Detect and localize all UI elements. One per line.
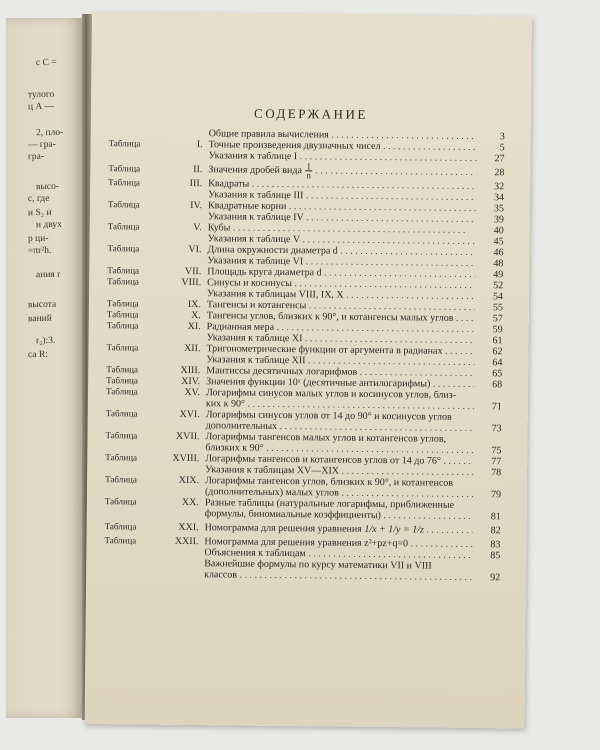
table-label — [105, 485, 165, 486]
page-number: 40 — [493, 225, 504, 237]
table-label: Таблица — [105, 474, 137, 485]
table-number: XVIII. — [172, 452, 200, 465]
table-label — [106, 397, 166, 398]
left-page-fragment: са R: — [27, 349, 48, 361]
entry-title-text: Указания к таблице III — [208, 189, 304, 202]
table-number: VI. — [188, 244, 202, 256]
entry-title-text: Тригонометрические функции от аргумента в радианах — [206, 343, 443, 357]
page-number: 57 — [492, 313, 503, 325]
page-number: 54 — [492, 291, 504, 303]
table-label: Таблица — [107, 265, 140, 276]
left-page-fragment: ваний — [27, 313, 52, 325]
table-number: XVII. — [175, 430, 200, 443]
fraction-numerator: 1 — [306, 161, 312, 172]
page-title: СОДЕРЖАНИЕ — [253, 105, 368, 122]
fraction — [305, 162, 312, 179]
page-number: 52 — [493, 280, 504, 292]
entry-title-text: Логарифмы тангенсов малых углов и котангенсов углов, — [205, 431, 447, 445]
entry-title-text: близких к 90° — [205, 442, 264, 454]
table-label — [104, 546, 164, 547]
left-page-fragment: 2, пло- — [35, 127, 64, 139]
page-number: 79 — [490, 489, 502, 501]
table-label — [104, 557, 164, 558]
table-label: Таблица — [104, 535, 137, 546]
table-number: XX. — [181, 496, 199, 509]
table-label: Таблица — [106, 375, 138, 386]
left-page-fragment: высо- — [35, 181, 60, 193]
table-label: Таблица — [104, 521, 137, 532]
page-number: 68 — [492, 379, 503, 391]
table-label — [109, 127, 169, 128]
table-number: XVI. — [179, 408, 200, 421]
table-label — [105, 463, 165, 464]
entry-title-text: Длина окружности диаметра d — [207, 244, 338, 257]
page-number: 34 — [494, 192, 505, 204]
table-label: Таблица — [107, 276, 139, 287]
entry-title-text: Радианная мера — [206, 321, 275, 333]
table-label — [109, 149, 169, 150]
table-label: Таблица — [108, 163, 141, 174]
entry-title-text: Указания к таблице I — [208, 150, 298, 163]
table-of-contents — [86, 127, 521, 583]
entry-title-text: Синусы и косинусы — [207, 277, 293, 290]
entry-title-text: Логарифмы тангенсов углов, близких к 90°, и котангенсов — [205, 475, 454, 489]
table-label: Таблица — [106, 364, 139, 375]
page-number: 49 — [493, 269, 504, 281]
left-page-fragment: н двух — [35, 219, 63, 231]
book-page — [85, 12, 532, 729]
table-label — [107, 287, 167, 288]
entry-title-text: Разные таблицы (натуральные логарифмы, приближенные — [204, 497, 455, 511]
table-number: XIII. — [180, 364, 201, 377]
entry-title-text: Указания к таблице XII — [206, 354, 306, 367]
table-label: Таблица — [106, 298, 139, 309]
table-number: XXI. — [178, 521, 199, 534]
table-label — [107, 254, 167, 255]
left-page-fragment: — гра- — [27, 139, 56, 151]
table-label: Таблица — [106, 309, 139, 320]
entry-title-text: Мантиссы десятичных логарифмов — [206, 365, 358, 378]
table-label — [104, 568, 164, 569]
page-number: 3 — [499, 131, 505, 143]
page-number: 65 — [492, 368, 503, 380]
table-number: I. — [196, 139, 203, 151]
table-number: XV. — [184, 386, 201, 399]
fraction-denominator: n — [306, 170, 311, 181]
table-label — [108, 210, 168, 211]
table-label — [106, 353, 166, 354]
page-number: 83 — [490, 539, 501, 551]
table-number: IX. — [187, 299, 201, 311]
table-label: Таблица — [106, 320, 139, 331]
table-label: Таблица — [107, 221, 140, 232]
page-number: 71 — [491, 401, 502, 413]
left-page-fragment: высота — [27, 299, 57, 311]
entry-title-text: Кубы — [207, 222, 231, 234]
table-label: Таблица — [104, 496, 137, 507]
left-page-fragment: ания r — [35, 269, 61, 281]
left-page-fragment: тулого — [27, 89, 55, 101]
table-label: Таблица — [105, 386, 138, 397]
entry-title-text: дополнительных — [205, 420, 278, 432]
table-number: IV. — [190, 200, 203, 212]
entry-title-text: Указания к таблицам XV—XIX — [205, 464, 340, 477]
entry-title-text: классов — [204, 569, 238, 581]
entry-title-text: Тангенсы углов, близких к 90°, и котангенсы малых углов — [206, 310, 454, 324]
left-page-fragment: р ци- — [27, 233, 49, 245]
table-label: Таблица — [105, 430, 138, 441]
page-number: 45 — [493, 236, 504, 248]
entry-title-text: Указания к таблицам VIII, IX, X — [206, 288, 344, 301]
left-page-fragment: гра- — [27, 151, 45, 163]
entry-title-text: Важнейшие формулы по курсу математики VII и VIII — [204, 558, 432, 572]
table-number: XII. — [184, 342, 201, 355]
entry-title-text: ких к 90° — [205, 398, 246, 410]
entry-title-text: формулы, биномиальные коэффициенты) — [204, 508, 381, 522]
table-label — [108, 232, 168, 233]
table-number: XIV. — [181, 375, 201, 388]
table-label: Таблица — [106, 342, 139, 353]
page-number: 73 — [491, 423, 502, 435]
table-label — [106, 441, 166, 442]
left-page-fragment: =πr²h. — [27, 245, 52, 257]
entry-title-text: Квадратные корни — [207, 200, 287, 213]
entry-title-text: Значения дробей вида — [208, 164, 303, 177]
entry-title-text: Указания к таблице XI — [206, 332, 303, 345]
entry-title-text: Квадраты — [208, 178, 250, 190]
table-label: Таблица — [107, 243, 140, 254]
page-number: 85 — [490, 550, 501, 562]
entry-title — [204, 569, 472, 583]
page-number: 78 — [491, 467, 502, 479]
entry-title-text: Тангенсы и котангенсы — [206, 299, 307, 312]
table-number: II. — [193, 164, 203, 176]
left-page-edge — [6, 18, 84, 718]
equation: 1/x + 1/y = 1/z — [361, 523, 425, 536]
entry-title-text: Значения функции 10ˣ (десятичные антилогарифмы) — [206, 376, 431, 390]
entry-title-text: Общие правила вычисления — [208, 128, 329, 141]
left-page-fragment: с, где — [27, 193, 50, 205]
table-label — [106, 419, 166, 420]
table-number: X. — [191, 310, 201, 322]
page-number: 75 — [491, 445, 502, 457]
table-label: Таблица — [108, 177, 141, 188]
page-number: 28 — [494, 167, 505, 179]
table-number: V. — [193, 222, 202, 234]
page-number: 5 — [499, 142, 505, 154]
page-number: 46 — [493, 247, 504, 259]
table-label — [108, 188, 168, 189]
table-label: Таблица — [105, 408, 138, 419]
table-label — [105, 507, 165, 508]
entry-title-text: Точные произведения двузначных чисел — [208, 139, 381, 153]
page-number: 35 — [493, 203, 505, 215]
entry-title-text: Указания к таблице VI — [207, 255, 304, 268]
entry-title-text: Указания к таблице IV — [207, 211, 304, 224]
page-number: 62 — [492, 346, 503, 358]
left-page-fragment: и S₂ и — [27, 207, 52, 219]
table-number: XXII. — [174, 535, 199, 548]
left-page-fragment: ц А — — [27, 101, 55, 113]
table-number: III. — [189, 178, 203, 190]
page-number: 39 — [493, 214, 504, 226]
page-number: 64 — [492, 357, 503, 369]
entry-title-text: (дополнительных) малых углов — [204, 486, 339, 499]
page-number: 27 — [494, 153, 505, 165]
left-page-fragment: r₂):3. — [35, 335, 56, 347]
left-page-fragment: с С = — [35, 57, 57, 69]
entry-title-text: Площадь круга диаметра d — [207, 266, 322, 279]
table-label — [107, 331, 167, 332]
page-number: 77 — [491, 456, 502, 468]
table-label: Таблица — [108, 138, 141, 149]
page-number: 82 — [490, 525, 501, 537]
entry-title-text: Логарифмы тангенсов и котангенсов углов от 14 до 76° — [205, 453, 441, 467]
entry-title-text: Указания к таблице V — [207, 233, 301, 246]
page-number: 55 — [492, 302, 503, 314]
page-number: 59 — [492, 324, 503, 336]
table-number: XIX. — [178, 474, 200, 487]
table-number: VII. — [184, 265, 202, 278]
entry-title-text: Объяснения к таблицам — [204, 547, 306, 560]
entry-title-text: Номограмма для решения уравнения — [204, 522, 362, 535]
entry-title-text: Логарифмы синусов углов от 14 до 90° и косинусов углов — [205, 409, 452, 423]
page-number: 81 — [490, 511, 501, 523]
entry-title-text: Номограмма для решения уравнения z²+pz+q=0 — [204, 536, 409, 550]
page-number: 61 — [492, 335, 503, 347]
table-label: Таблица — [105, 452, 138, 463]
page-number: 48 — [493, 258, 504, 270]
table-label: Таблица — [107, 199, 140, 210]
page-number: 92 — [490, 572, 501, 584]
table-number: XI. — [187, 321, 201, 333]
entry-title-text: Логарифмы синусов малых углов и косинусов углов, близ- — [205, 387, 457, 401]
page-number: 32 — [494, 181, 505, 193]
table-number: VIII. — [181, 276, 202, 289]
